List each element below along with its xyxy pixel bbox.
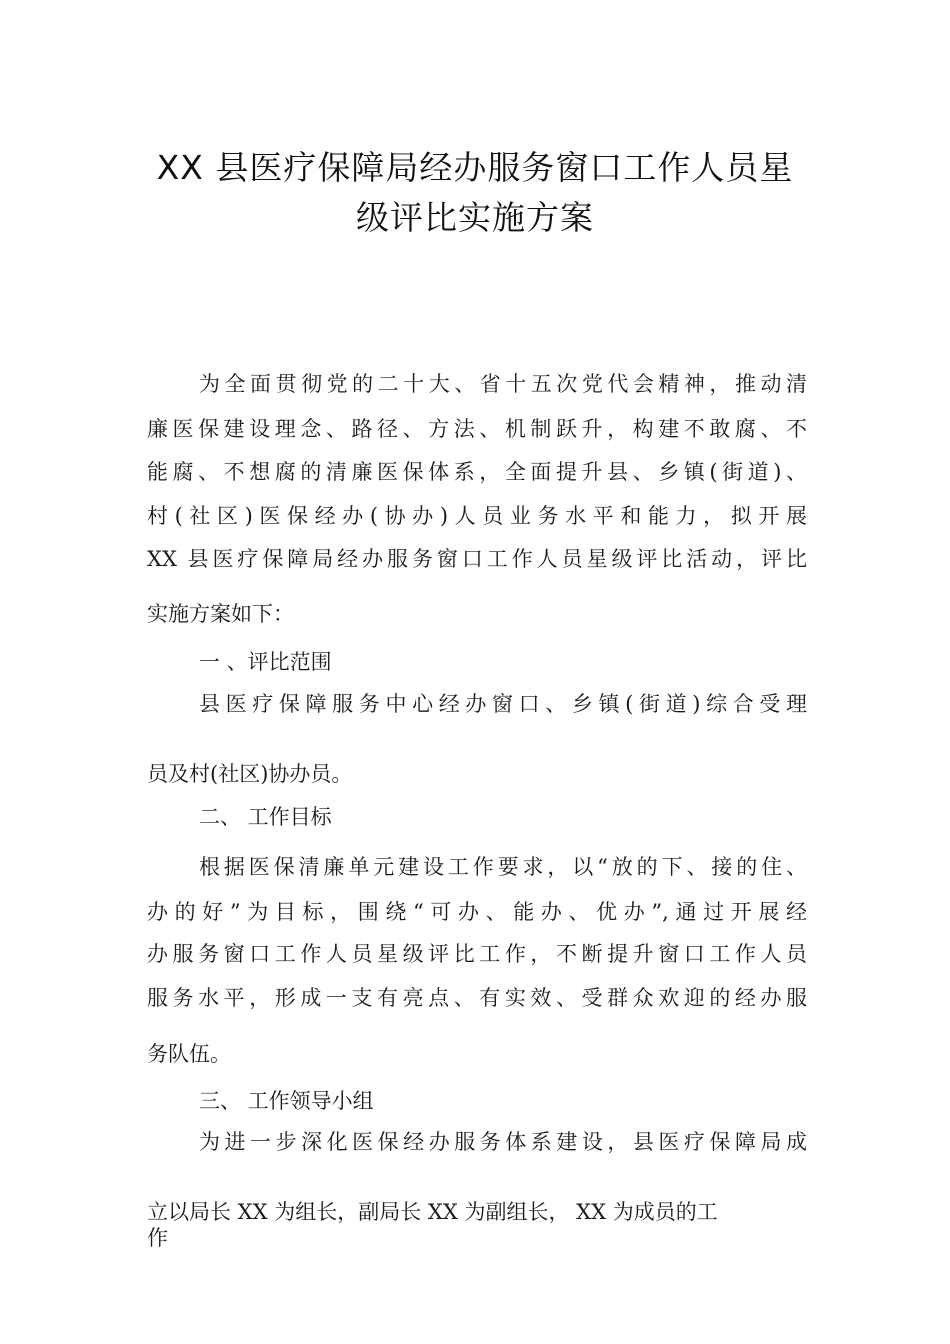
document-title-line-1: XX 县医疗保障局经办服务窗口工作人员星	[156, 148, 794, 187]
section-3-line-3: 作	[147, 1226, 168, 1250]
section-3-line-1: 为进一步深化医保经办服务体系建设，县医疗保障局成	[199, 1130, 807, 1154]
section-2-heading: 二、 工作目标	[199, 805, 332, 829]
intro-line-4: 村(社区)医保经办(协办)人员业务水平和能力，拟开展	[147, 504, 807, 528]
section-2-line-4: 服务水平，形成一支有亮点、有实效、受群众欢迎的经办服	[147, 986, 807, 1010]
section-1-line-1: 县医疗保障服务中心经办窗口、乡镇(街道)综合受理	[199, 692, 807, 716]
intro-line-5: XX 县医疗保障局经办服务窗口工作人员星级评比活动，评比	[147, 547, 807, 571]
section-1-line-2: 员及村(社区)协办员。	[147, 762, 353, 786]
intro-line-3: 能腐、不想腐的清廉医保体系，全面提升县、乡镇(街道)、	[147, 460, 807, 484]
section-2-line-3: 办服务窗口工作人员星级评比工作，不断提升窗口工作人员	[147, 942, 807, 966]
section-2-line-5: 务队伍。	[147, 1042, 231, 1066]
document-title-line-2: 级评比实施方案	[356, 198, 594, 237]
section-1-heading: 一 、评比范围	[199, 650, 332, 674]
intro-line-1: 为全面贯彻党的二十大、省十五次党代会精神，推动清	[199, 372, 807, 396]
intro-line-6: 实施方案如下：	[147, 602, 294, 626]
intro-line-2: 廉医保建设理念、路径、方法、机制跃升，构建不敢腐、不	[147, 417, 807, 441]
section-3-heading: 三、 工作领导小组	[199, 1089, 374, 1113]
section-2-line-1: 根据医保清廉单元建设工作要求，以“放的下、接的住、	[199, 855, 807, 879]
section-2-line-2: 办的好”为目标，围绕“可办、能办、优办”,通过开展经	[147, 900, 807, 924]
section-3-line-2: 立以局长 XX 为组长，副局长 XX 为副组长， XX 为成员的工	[147, 1200, 718, 1224]
